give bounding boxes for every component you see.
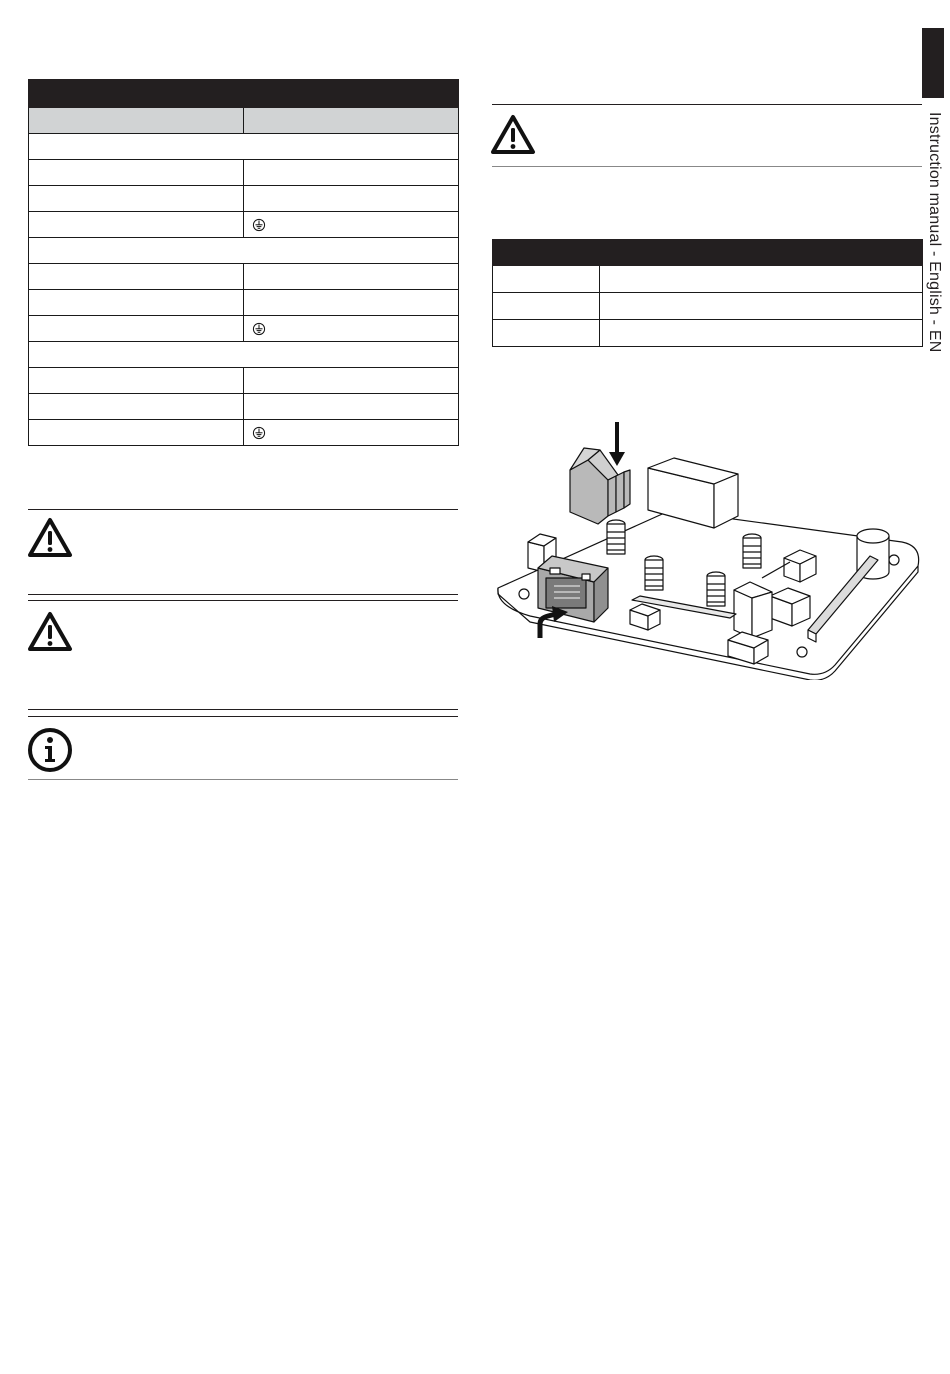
section-tab-marker bbox=[922, 28, 944, 98]
warning-icon bbox=[27, 611, 73, 653]
chip bbox=[770, 588, 810, 626]
table-row bbox=[29, 160, 459, 186]
table-row bbox=[29, 290, 459, 316]
table-row bbox=[29, 368, 459, 394]
info-icon bbox=[27, 727, 73, 773]
mount-hole bbox=[889, 555, 899, 565]
terminal-block bbox=[570, 448, 630, 524]
table-row bbox=[493, 266, 923, 293]
table-section-row bbox=[29, 134, 459, 160]
table-header-row bbox=[493, 240, 923, 266]
notice-divider bbox=[28, 716, 458, 717]
side-label: Instruction manual - English - EN bbox=[926, 112, 943, 353]
mount-hole bbox=[797, 647, 807, 657]
notice-divider bbox=[492, 104, 922, 105]
circuit-board-illustration bbox=[490, 420, 920, 680]
table-row bbox=[29, 420, 459, 446]
notice-divider bbox=[492, 166, 922, 167]
table-header-row bbox=[29, 80, 459, 108]
table-row bbox=[29, 212, 459, 238]
protective-earth-icon bbox=[252, 426, 266, 440]
warning-icon bbox=[490, 114, 536, 156]
chip bbox=[630, 604, 660, 630]
spring-component bbox=[743, 534, 761, 568]
warning-icon bbox=[27, 517, 73, 559]
table-section-row bbox=[29, 238, 459, 264]
table-row bbox=[493, 320, 923, 347]
notice-divider bbox=[28, 594, 458, 595]
chip bbox=[734, 582, 772, 638]
spring-component bbox=[645, 556, 663, 590]
mount-hole bbox=[519, 589, 529, 599]
parameter-table bbox=[492, 239, 923, 347]
table-section-row bbox=[29, 342, 459, 368]
connection-table bbox=[28, 79, 459, 446]
arrow-icon bbox=[609, 452, 625, 466]
table-row bbox=[29, 186, 459, 212]
table-row bbox=[29, 264, 459, 290]
notice-divider bbox=[28, 709, 458, 710]
spring-component bbox=[707, 572, 725, 606]
spring-component bbox=[607, 520, 625, 554]
table-row bbox=[493, 293, 923, 320]
protective-earth-icon bbox=[252, 322, 266, 336]
table-subheader-row bbox=[29, 108, 459, 134]
table-row bbox=[29, 316, 459, 342]
notice-divider bbox=[28, 509, 458, 510]
notice-divider bbox=[28, 779, 458, 780]
notice-divider bbox=[28, 600, 458, 601]
table-row bbox=[29, 394, 459, 420]
protective-earth-icon bbox=[252, 218, 266, 232]
